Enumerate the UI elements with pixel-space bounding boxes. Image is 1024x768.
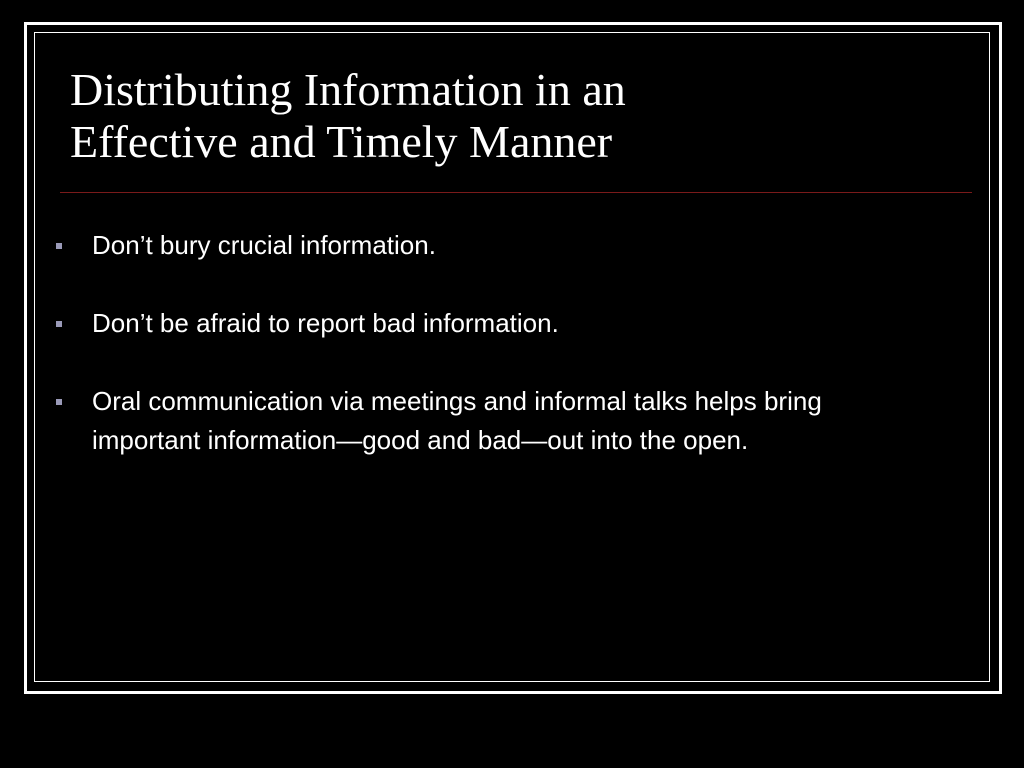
slide-title-line: Distributing Information in an	[70, 64, 626, 115]
bullet-item	[56, 382, 936, 460]
bullet-text: Don’t be afraid to report bad information.	[92, 308, 559, 338]
square-bullet-icon	[56, 321, 62, 327]
square-bullet-icon	[56, 399, 62, 405]
bullet-text: Oral communication via meetings and informal talks helps bring important information—good and bad—out into the open.	[92, 386, 822, 455]
slide-title-line: Effective and Timely Manner	[70, 116, 613, 167]
bullet-item	[56, 304, 936, 343]
bullet-item	[56, 226, 936, 265]
bullet-text: Don’t bury crucial information.	[92, 230, 436, 260]
title-divider	[60, 192, 972, 193]
square-bullet-icon	[56, 243, 62, 249]
slide-title	[70, 64, 950, 168]
bullet-list	[56, 226, 936, 499]
